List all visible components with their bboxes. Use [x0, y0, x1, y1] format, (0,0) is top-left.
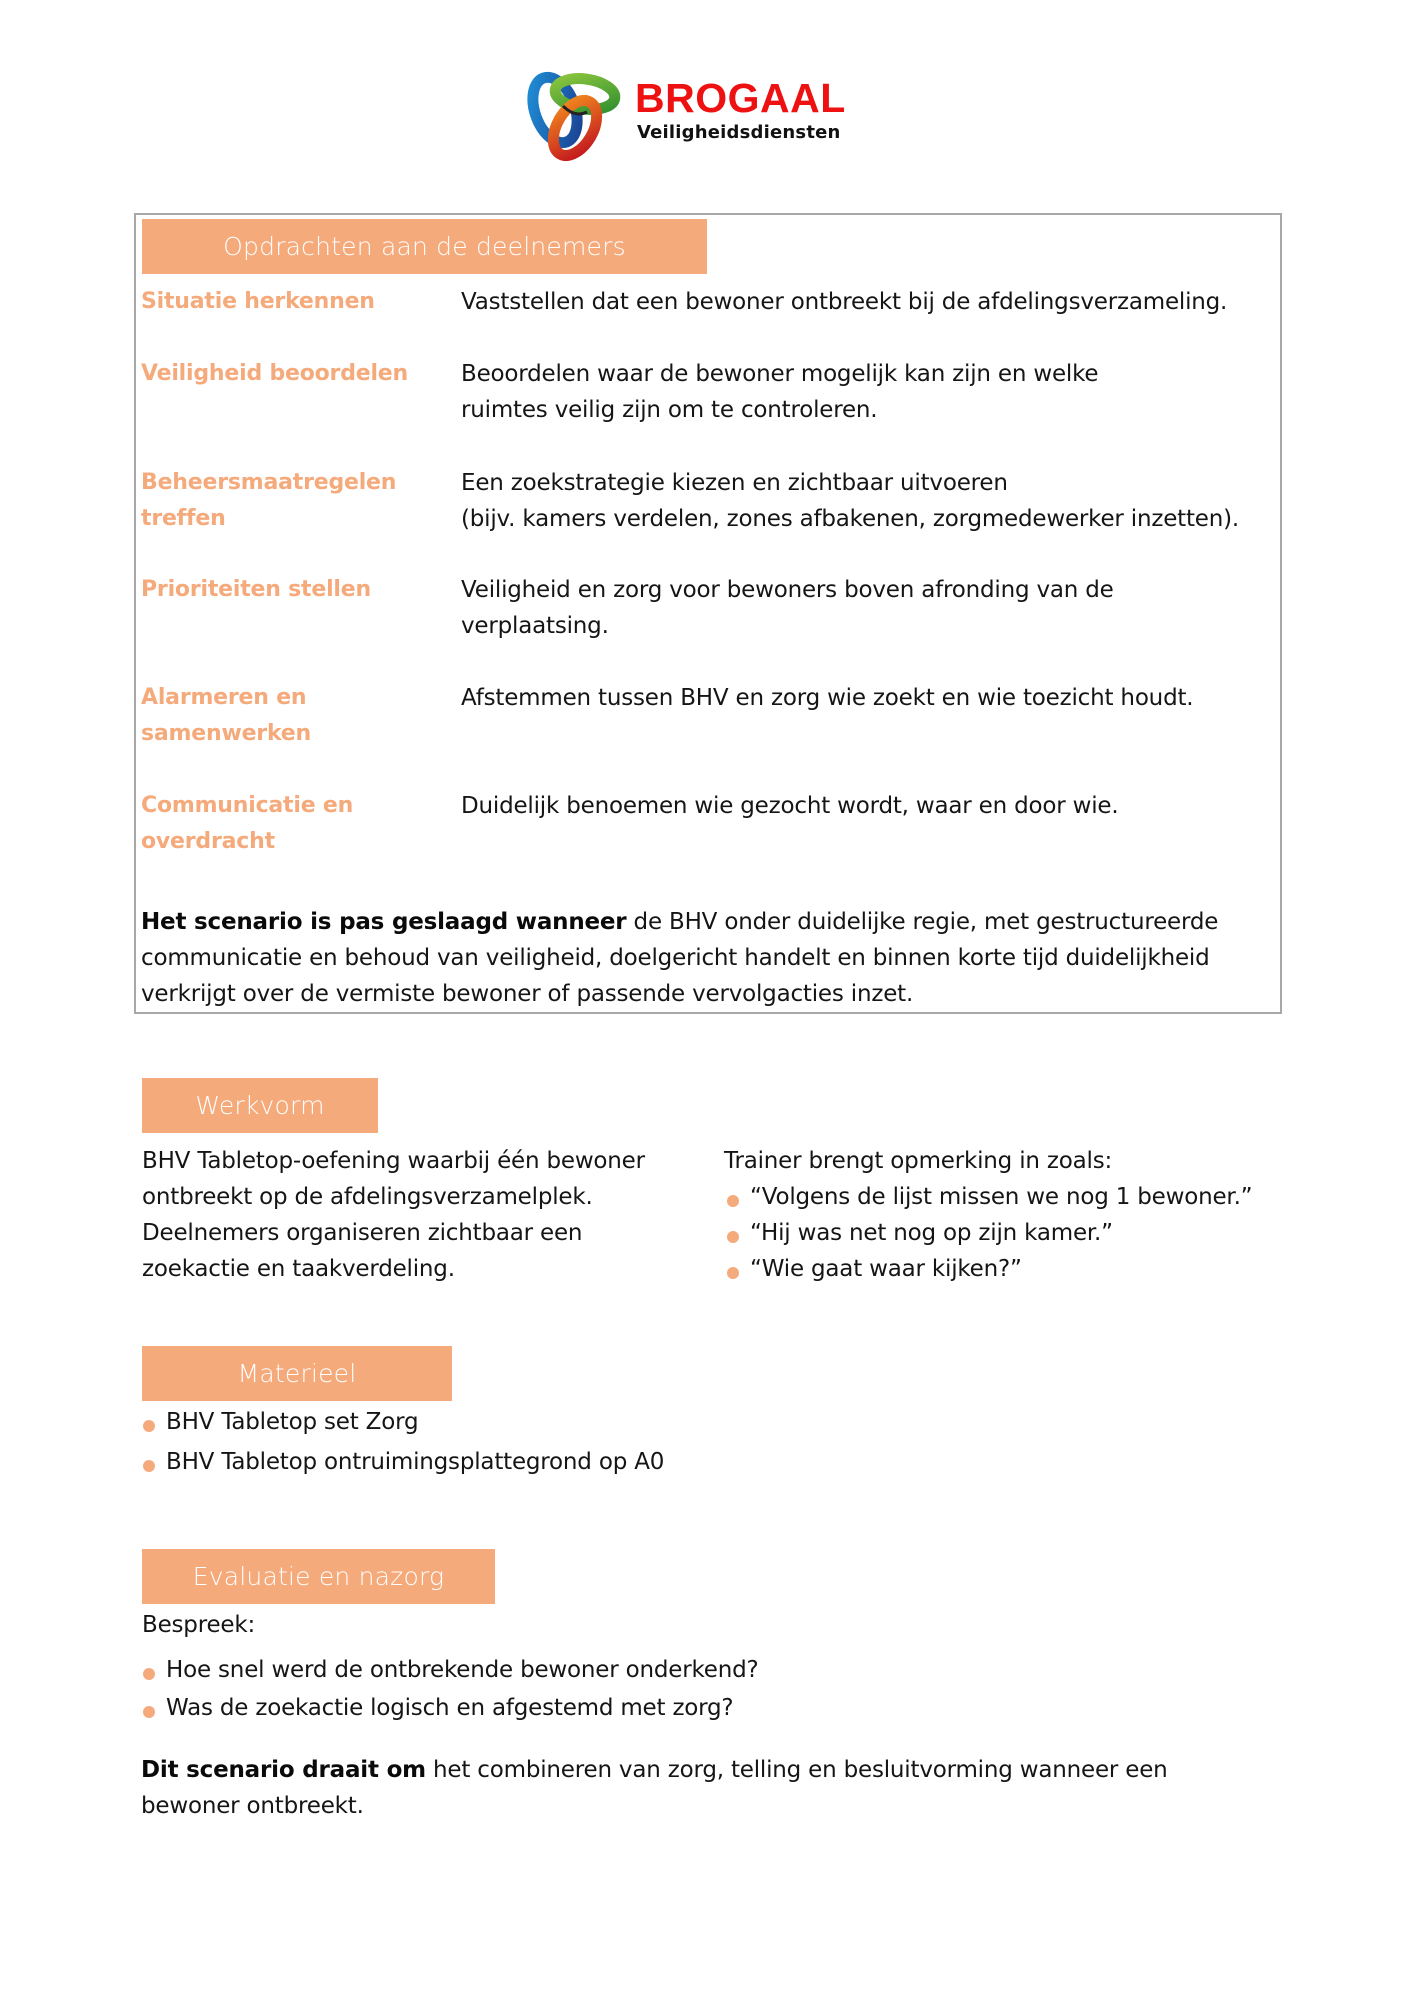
- assignment-description-line: Veiligheid en zorg voor bewoners boven afronding van de: [461, 577, 1114, 603]
- success-criteria-bold: Het scenario is pas geslaagd wanneer: [141, 909, 627, 935]
- assignment-label-line: Situatie herkennen: [141, 289, 375, 314]
- assignment-description: [461, 356, 1281, 428]
- evaluatie-question: Hoe snel werd de ontbrekende bewoner onderkend?: [166, 1657, 759, 1683]
- evaluatie-intro: Bespreek:: [142, 1612, 256, 1638]
- list-item: [724, 1251, 1284, 1287]
- closing-bold: Dit scenario draait om: [141, 1757, 426, 1783]
- assignment-label-line: Communicatie en: [141, 793, 354, 818]
- assignment-label: [141, 572, 441, 608]
- brand-logo: [525, 66, 855, 162]
- assignment-description-line: Duidelijk benoemen wie gezocht wordt, waar en door wie.: [461, 793, 1119, 819]
- brand-name: BROGAAL: [635, 75, 846, 121]
- assignment-label: [141, 356, 441, 392]
- closing-line: [141, 1752, 1281, 1788]
- assignment-description: [461, 465, 1281, 537]
- success-criteria-line: communicatie en behoud van veiligheid, doelgericht handelt en binnen korte tijd duidelijkheid: [141, 945, 1210, 971]
- success-criteria-text: de BHV onder duidelijke regie, met gestructureerde: [626, 909, 1219, 935]
- interlocked-rings-logo-icon: [525, 66, 625, 162]
- assignment-label: [141, 788, 441, 860]
- list-item: [140, 1442, 940, 1482]
- closing-text: het combineren van zorg, telling en besluitvorming wanneer een: [425, 1757, 1168, 1783]
- section-header-materieel: Materieel: [142, 1346, 452, 1401]
- evaluatie-question: Was de zoekactie logisch en afgestemd met zorg?: [166, 1695, 734, 1721]
- evaluatie-questions: [140, 1651, 1040, 1727]
- closing-statement: [141, 1752, 1281, 1824]
- assignment-description: [461, 680, 1281, 716]
- bullet-icon: [143, 1706, 155, 1718]
- assignment-label-line: Prioriteiten stellen: [141, 577, 371, 602]
- list-item: [140, 1651, 1040, 1689]
- assignment-label: [141, 680, 441, 752]
- assignment-label-line: Alarmeren en: [141, 685, 307, 710]
- assignment-description: [461, 572, 1281, 644]
- section-header-evaluatie: Evaluatie en nazorg: [142, 1549, 495, 1604]
- bullet-icon: [143, 1668, 155, 1680]
- materieel-item: BHV Tabletop set Zorg: [166, 1409, 419, 1435]
- closing-line: bewoner ontbreekt.: [141, 1793, 364, 1819]
- assignment-description: [461, 284, 1281, 320]
- assignment-description-line: (bijv. kamers verdelen, zones afbakenen, zorgmedewerker inzetten).: [461, 506, 1240, 532]
- assignment-label: [141, 284, 441, 320]
- success-criteria-line: verkrijgt over de vermiste bewoner of passende vervolgacties inzet.: [141, 981, 914, 1007]
- trainer-quotes-list: [724, 1179, 1284, 1287]
- list-item: [140, 1402, 940, 1442]
- assignment-label: [141, 465, 441, 537]
- werkvorm-line: BHV Tabletop-oefening waarbij één bewoner: [142, 1148, 645, 1174]
- list-item: [140, 1689, 1040, 1727]
- list-item: [724, 1179, 1284, 1215]
- materieel-item: BHV Tabletop ontruimingsplattegrond op A0: [166, 1449, 665, 1475]
- success-criteria-line: [141, 904, 1281, 940]
- assignment-label-line: treffen: [141, 506, 226, 531]
- assignment-description-line: Afstemmen tussen BHV en zorg wie zoekt en wie toezicht houdt.: [461, 685, 1194, 711]
- assignment-label-line: Beheersmaatregelen: [141, 470, 397, 495]
- assignment-label-line: Veiligheid beoordelen: [141, 361, 408, 386]
- trainer-intro: Trainer brengt opmerking in zoals:: [724, 1148, 1113, 1174]
- assignment-description-line: ruimtes veilig zijn om te controleren.: [461, 397, 878, 423]
- bullet-icon: [143, 1460, 155, 1472]
- werkvorm-description: [142, 1143, 702, 1287]
- bullet-icon: [727, 1195, 739, 1207]
- assignment-description-line: Vaststellen dat een bewoner ontbreekt bij de afdelingsverzameling.: [461, 289, 1228, 315]
- werkvorm-line: Deelnemers organiseren zichtbaar een: [142, 1220, 583, 1246]
- assignment-description: [461, 788, 1281, 824]
- assignment-description-line: Een zoekstrategie kiezen en zichtbaar uitvoeren: [461, 470, 1008, 496]
- bullet-icon: [143, 1420, 155, 1432]
- trainer-quote: “Hij was net nog op zijn kamer.”: [750, 1220, 1113, 1246]
- assignment-label-line: samenwerken: [141, 721, 311, 746]
- assignment-description-line: Beoordelen waar de bewoner mogelijk kan zijn en welke: [461, 361, 1099, 387]
- bullet-icon: [727, 1267, 739, 1279]
- materieel-list: [140, 1402, 940, 1482]
- assignment-description-line: verplaatsing.: [461, 613, 609, 639]
- section-header-werkvorm: Werkvorm: [142, 1078, 378, 1133]
- bullet-icon: [727, 1231, 739, 1243]
- trainer-remarks: [724, 1143, 1284, 1287]
- success-criteria: [141, 904, 1281, 1012]
- evaluatie-questions-wrap: [140, 1651, 1040, 1727]
- brand-tagline: Veiligheidsdiensten: [637, 122, 841, 143]
- section-header-opdrachten: Opdrachten aan de deelnemers: [142, 219, 707, 274]
- assignment-label-line: overdracht: [141, 829, 275, 854]
- werkvorm-line: zoekactie en taakverdeling.: [142, 1256, 455, 1282]
- list-item: [724, 1215, 1284, 1251]
- werkvorm-line: ontbreekt op de afdelingsverzamelplek.: [142, 1184, 593, 1210]
- materieel-list-wrap: [140, 1402, 940, 1482]
- trainer-quote: “Volgens de lijst missen we nog 1 bewoner.”: [750, 1184, 1253, 1210]
- trainer-quote: “Wie gaat waar kijken?”: [750, 1256, 1022, 1282]
